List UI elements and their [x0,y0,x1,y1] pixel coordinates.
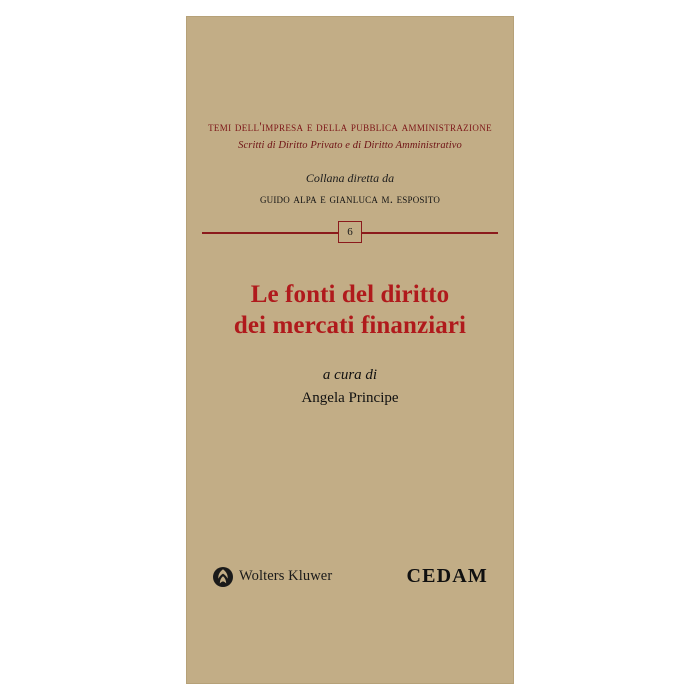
wolters-kluwer-logo-icon [212,566,234,588]
wolters-kluwer-wordmark: Wolters Kluwer [239,568,333,584]
editor-name: Angela Principe [301,390,399,406]
series-subtitle: Scritti di Diritto Privato e di Diritto Amministrativo [238,140,462,151]
book-title-line-2: dei mercati finanziari [233,312,467,339]
series-directors: guido alpa e gianluca m. esposito [259,191,441,206]
wolters-kluwer-logo [212,566,332,588]
cedam-imprint: CEDAM [406,565,488,587]
collana-label: Collana diretta da [305,171,395,185]
volume-number-box [338,221,362,243]
book-title-line-1: Le fonti del diritto [250,281,450,308]
volume-number: 6 [347,225,353,238]
volume-rule [186,221,514,243]
series-title: temi dell'impresa e della pubblica amministrazione [208,120,492,134]
book-cover [186,16,514,684]
book-cover-content [186,16,514,684]
series-block [186,120,514,151]
book-title [209,279,491,341]
publisher-row [186,565,514,588]
editor-label: a cura di [322,367,378,383]
